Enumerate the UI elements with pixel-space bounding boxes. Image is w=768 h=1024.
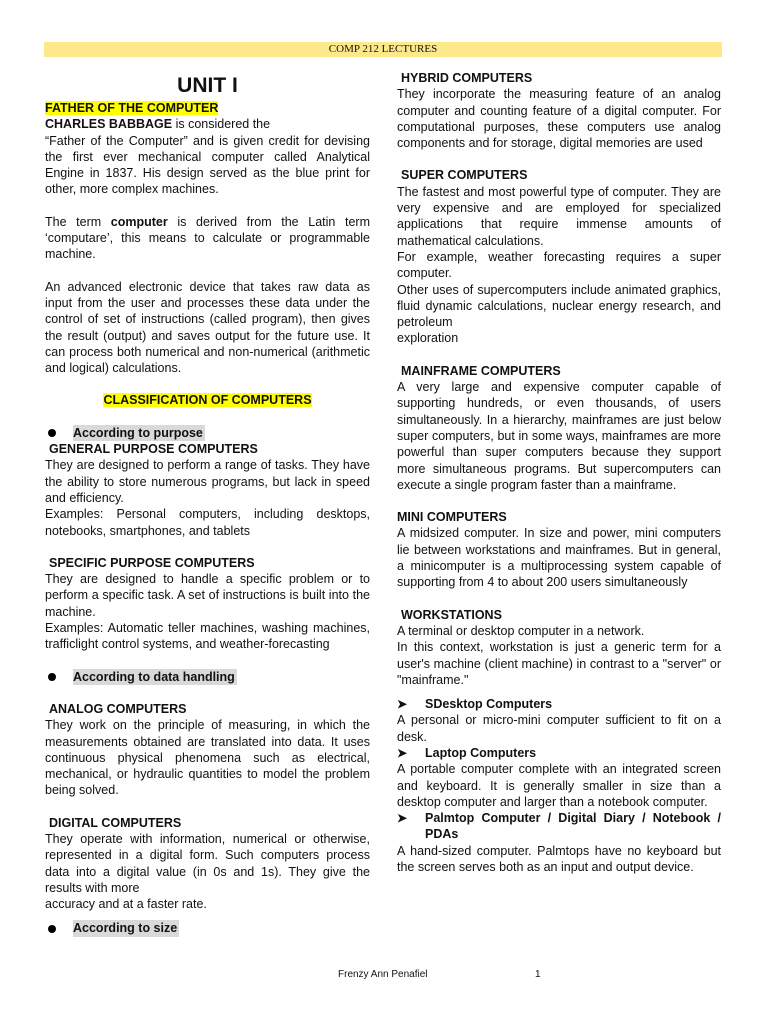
general-examples: Examples: Personal computers, including desktops, notebooks, smartphones, and tablets: [45, 507, 370, 538]
workstations-heading: WORKSTATIONS: [401, 607, 502, 622]
workstations-text-2: In this context, workstation is just a generic term for a user's machine (client machine) in contrast to a "server" or "mainframe.": [397, 640, 721, 687]
laptop-text: A portable computer complete with an integrated screen and keyboard. It is generally smaller in size than a desktop computer and larger than a notebook computer.: [397, 762, 721, 809]
right-column: [397, 70, 721, 875]
purpose-label: According to purpose: [73, 425, 203, 440]
footer-page-number: 1: [535, 969, 541, 980]
term-a: The term: [45, 214, 111, 229]
hybrid-heading: HYBRID COMPUTERS: [401, 71, 533, 85]
analog-text: They work on the principle of measuring, in which the measurements obtained are translated into data. It uses continuous physical phenomena such as electrical, mechanical, or hydraulic quantities to model the problem being solved.: [45, 718, 370, 798]
laptop-heading: Laptop Computers: [425, 745, 537, 760]
babbage-intro: [45, 116, 370, 132]
arrow-icon: ➤: [397, 697, 408, 712]
footer-author: Frenzy Ann Penafiel: [338, 969, 428, 980]
term-paragraph: [45, 214, 370, 263]
desktop-item: [397, 696, 721, 712]
purpose-bullet: [45, 425, 370, 441]
data-handling-bullet: [45, 669, 370, 685]
mini-text: A midsized computer. In size and power, mini computers lie between workstations and mainframes. But in general, a minicomputer is a multiprocessing system capable of supporting from 4 to about 200 users simultaneously: [397, 526, 721, 590]
super-heading: SUPER COMPUTERS: [401, 168, 528, 183]
general-heading: GENERAL PURPOSE COMPUTERS: [49, 442, 258, 457]
hybrid-text: They incorporate the measuring feature of an analog computer and counting feature of a digital computer. For computational purposes, these computers use analog components and for storage, digital memories are used: [397, 87, 721, 151]
general-text: They are designed to perform a range of tasks. They have the ability to store numerous programs, but lack in speed and efficiency.: [45, 458, 370, 505]
mini-heading: MINI COMPUTERS: [397, 510, 507, 525]
unit-title: UNIT I: [177, 74, 238, 97]
specific-heading: SPECIFIC PURPOSE COMPUTERS: [49, 555, 255, 570]
palmtop-item: [397, 810, 721, 843]
header-title: COMP 212 LECTURES: [328, 43, 438, 55]
classification-heading: CLASSIFICATION OF COMPUTERS: [103, 393, 312, 408]
specific-text: They are designed to handle a specific problem or to perform a specific task. A set of instructions is built into the machine.: [45, 572, 370, 619]
term-bold: computer: [110, 214, 168, 229]
mainframe-text: A very large and expensive computer capable of supporting hundreds, or even thousands, of users simultaneously. In a hierarchy, mainframes are just below super computers, but in some ways, mainframes are more powerful than super computers because they support more simultaneous programs. But supercomputers can execute a single program faster than a mainframe.: [397, 380, 721, 492]
analog-heading: ANALOG COMPUTERS: [49, 701, 187, 716]
page-header: [44, 42, 722, 57]
left-column: [45, 70, 370, 937]
father-heading: FATHER OF THE COMPUTER: [45, 101, 219, 115]
babbage-text: “Father of the Computer” and is given credit for devising the first ever mechanical computer called Analytical Engine in 1837. His design served as the blue print for other, more complex machines.: [45, 133, 370, 197]
size-label: According to size: [73, 921, 178, 936]
digital-text-2: accuracy and at a faster rate.: [45, 897, 207, 912]
term-b: is derived from the Latin term ‘computare’, this means to calculate or programmable machine.: [45, 214, 370, 262]
data-handling-label: According to data handling: [73, 669, 235, 684]
mainframe-heading: MAINFRAME COMPUTERS: [401, 363, 561, 378]
digital-heading: DIGITAL COMPUTERS: [49, 815, 182, 830]
bullet-icon: [48, 429, 56, 437]
babbage-name: CHARLES BABBAGE: [45, 117, 173, 132]
bullet-icon: [48, 925, 56, 933]
arrow-icon: ➤: [397, 745, 408, 760]
arrow-icon: ➤: [397, 811, 408, 826]
laptop-item: [397, 745, 721, 761]
advanced-paragraph: An advanced electronic device that takes raw data as input from the user and processes these data under the control of set of instructions (called program), then gives the result (output) and saves output for the future use. It can process both numerical and non-numerical (arithmetic and logical) calculations.: [45, 279, 370, 376]
super-other: Other uses of supercomputers include animated graphics, fluid dynamic calculations, nuclear energy research, and petroleum: [397, 282, 721, 330]
digital-text: They operate with information, numerical or otherwise, represented in a digital form. Such computers process data into a digital value (in 0s and 1s). They give the results with more: [45, 831, 370, 895]
workstations-text-1: A terminal or desktop computer in a network.: [397, 623, 645, 638]
classification-row: [45, 392, 370, 408]
palmtop-text: A hand-sized computer. Palmtops have no keyboard but the screen serves both as an input and output device.: [397, 843, 721, 875]
desktop-heading: SDesktop Computers: [425, 697, 553, 712]
size-bullet: [45, 920, 370, 936]
desktop-text: A personal or micro-mini computer sufficient to fit on a desk.: [397, 713, 721, 744]
super-text: The fastest and most powerful type of computer. They are very expensive and are employed for specialized applications that require immense amounts of mathematical calculations.: [397, 184, 721, 248]
super-exploration: exploration: [397, 331, 459, 346]
super-example: For example, weather forecasting requires a super computer.: [397, 249, 721, 281]
specific-examples: Examples: Automatic teller machines, washing machines, trafficlight control systems, and weather-forecasting: [45, 621, 370, 652]
palmtop-heading: Palmtop Computer / Digital Diary / Notebook / PDAs: [425, 811, 721, 842]
babbage-rest: is considered the: [172, 117, 271, 132]
bullet-icon: [48, 673, 56, 681]
